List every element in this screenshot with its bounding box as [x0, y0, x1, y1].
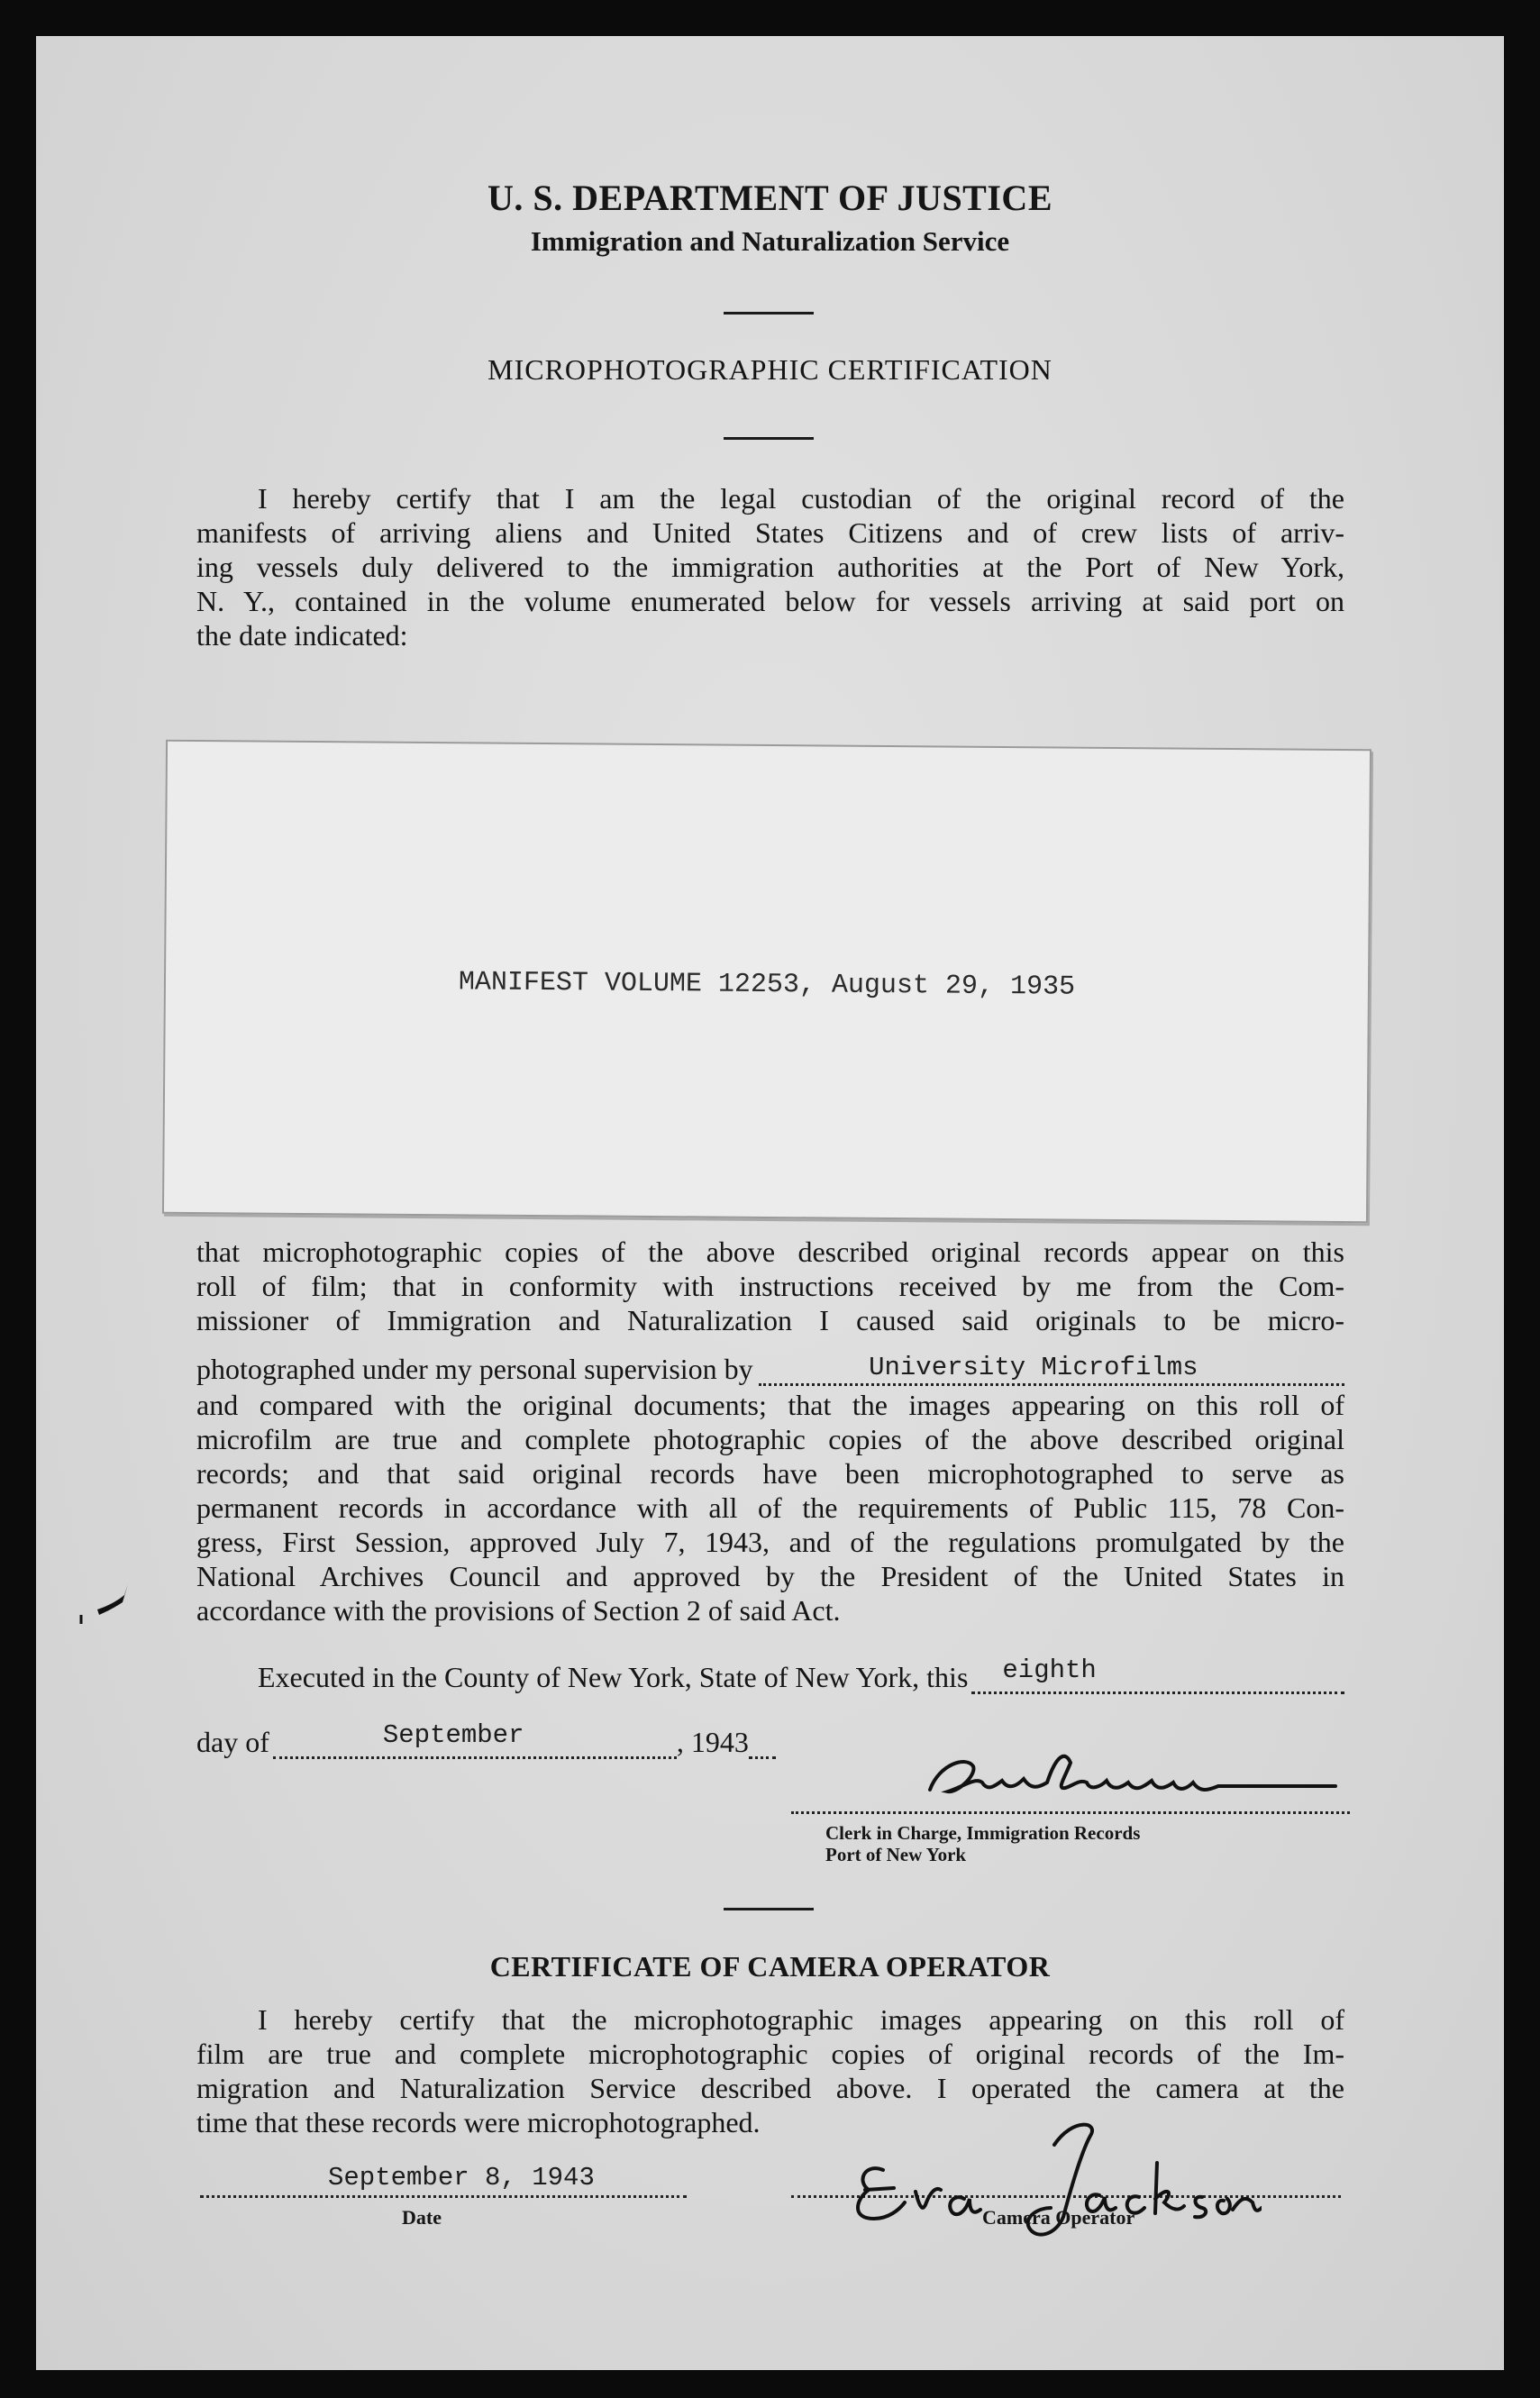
year-trailing-field	[749, 1726, 776, 1759]
divider	[724, 1908, 814, 1910]
paragraph-line: I hereby certify that the microphotographic images appearing on this roll of	[258, 2003, 1344, 2036]
paragraph-line: film are true and complete microphotographic copies of original records of the Im-	[196, 2038, 1344, 2070]
supervision-line	[196, 1352, 1344, 1386]
service-subheading: Immigration and Naturalization Service	[530, 225, 1010, 257]
paragraph-line: National Archives Council and approved by the President of the United States in	[196, 1560, 1344, 1592]
paragraph-line: gress, First Session, approved July 7, 1943, and of the regulations promulgated by the	[196, 1526, 1344, 1558]
month-value: September	[382, 1720, 524, 1750]
paragraph-line: N. Y., contained in the volume enumerated below for vessels arriving at said port on	[196, 585, 1344, 617]
operator-label: Camera Operator	[982, 2206, 1135, 2229]
paragraph-line: I hereby certify that I am the legal custodian of the original record of the	[258, 482, 1344, 515]
executed-line	[258, 1655, 1344, 1694]
supervision-field	[759, 1353, 1344, 1386]
paragraph-line: manifests of arriving aliens and United States Citizens and of crew lists of arriv-	[196, 516, 1344, 549]
clerk-title-line: Clerk in Charge, Immigration Records	[825, 1822, 1141, 1844]
paragraph-line: time that these records were microphotographed.	[196, 2106, 761, 2138]
volume-card	[162, 740, 1371, 1223]
paragraph-line: and compared with the original documents; that the images appearing on this roll of	[196, 1389, 1344, 1421]
margin-mark	[72, 1577, 144, 1631]
paragraph-line: accordance with the provisions of Section 2 of said Act.	[196, 1594, 841, 1627]
paragraph-line: migration and Naturalization Service described above. I operated the camera at the	[196, 2072, 1344, 2104]
date-label: Date	[402, 2206, 442, 2229]
date-field	[200, 2195, 687, 2198]
year-digit: 3	[734, 1726, 749, 1758]
paragraph-line: roll of film; that in conformity with instructions received by me from the Com-	[196, 1270, 1344, 1302]
day-value: eighth	[1002, 1655, 1097, 1685]
certification-title: MICROPHOTOGRAPHIC CERTIFICATION	[488, 353, 1052, 386]
month-field	[273, 1720, 677, 1759]
executed-prefix: Executed in the County of New York, State of New York, this	[258, 1661, 969, 1693]
camera-operator-heading: CERTIFICATE OF CAMERA OPERATOR	[489, 1950, 1051, 1983]
paragraph-line: the date indicated:	[196, 619, 408, 652]
paragraph-line: microfilm are true and complete photographic copies of the above described original	[196, 1423, 1344, 1455]
paragraph-line: permanent records in accordance with all of the requirements of Public 115, 78 Con-	[196, 1491, 1344, 1524]
clerk-signature	[912, 1746, 1362, 1819]
divider	[724, 312, 814, 315]
year-label: , 1943	[676, 1726, 749, 1758]
paragraph-line: that microphotographic copies of the above described original records appear on this	[196, 1235, 1344, 1268]
clerk-title	[825, 1822, 1140, 1865]
date-of-line	[196, 1720, 809, 1759]
supervision-value: University Microfilms	[869, 1353, 1198, 1382]
date-value: September 8, 1943	[328, 2163, 595, 2193]
intro-paragraph	[196, 481, 1344, 652]
supervision-prefix: photographed under my personal supervision by	[196, 1353, 753, 1385]
paragraph-line: missioner of Immigration and Naturalization I caused said originals to be micro-	[196, 1304, 1344, 1336]
body-paragraph-continued	[196, 1388, 1344, 1628]
body-paragraph	[196, 1235, 1344, 1337]
paragraph-line: ing vessels duly delivered to the immigration authorities at the Port of New York,	[196, 551, 1344, 583]
clerk-title-line: Port of New York	[825, 1844, 967, 1865]
department-heading: U. S. DEPARTMENT OF JUSTICE	[488, 178, 1052, 218]
day-of-label: day of	[196, 1726, 269, 1758]
day-field	[971, 1655, 1344, 1694]
divider	[724, 437, 814, 440]
volume-label: MANIFEST VOLUME 12253, August 29, 1935	[458, 967, 1076, 1003]
paragraph-line: records; and that said original records have been microphotographed to serve as	[196, 1457, 1344, 1490]
